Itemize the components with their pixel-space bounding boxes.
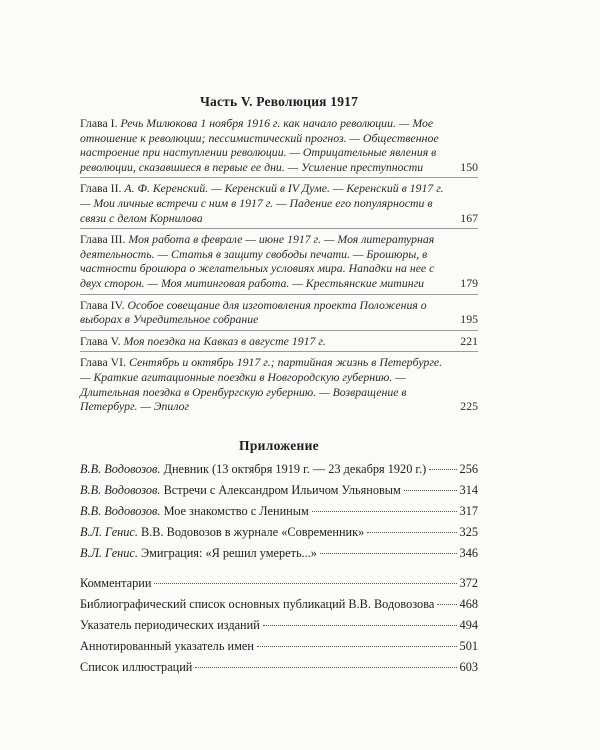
entry-title: Указатель периодических изданий <box>80 617 260 632</box>
backmatter-entry <box>80 618 478 639</box>
divider <box>80 177 478 178</box>
dot-leader <box>195 667 456 668</box>
page-number: 494 <box>459 617 478 632</box>
backmatter-list <box>80 576 478 681</box>
table-of-contents <box>80 94 478 681</box>
backmatter-entry <box>80 639 478 660</box>
appendix-entry <box>80 483 478 504</box>
appendix-title: Приложение <box>239 437 319 453</box>
appendix-entry <box>80 525 478 546</box>
page-number: 346 <box>459 545 478 560</box>
part-title: Часть V. Революция 1917 <box>199 94 359 109</box>
dot-leader <box>429 469 456 470</box>
dot-leader <box>154 583 456 584</box>
page-number: 150 <box>460 159 478 174</box>
page-number: 225 <box>460 399 478 414</box>
chapter-entry <box>80 334 478 349</box>
dot-leader <box>367 532 456 533</box>
divider <box>80 351 478 352</box>
entry-title: Аннотированный указатель имен <box>80 638 254 653</box>
chapter-entry <box>80 116 478 174</box>
entry-title: Библиографический список основных публикаций В.В. Водовозова <box>80 596 435 611</box>
entry-title: Эмиграция: «Я решил умереть...» <box>141 545 317 560</box>
page-number: 167 <box>460 210 478 225</box>
chapter-description: Речь Милюкова 1 ноября 1916 г. как начало революции. — Мое отношение к революции; пессимистический прогноз. — Общественное настроение при наступлении революции. — Отрицательные явления в революции, сказавшиеся в первые ее дни. — Усиление преступности <box>80 116 439 174</box>
entry-author: В.В. Водовозов. <box>80 503 161 518</box>
chapter-description: Моя поездка на Кавказ в августе 1917 г. <box>123 333 326 348</box>
dot-leader <box>320 553 457 554</box>
dot-leader <box>257 646 457 647</box>
chapter-description: Моя работа в феврале — июне 1917 г. — Моя литературная деятельность. — Статья в защиту свободы печати. — Брошюры, в частности брошюра о желательных условиях мира. Нападки на нее с двух сторон. — Моя митинговая работа. — Крестьянские митинги <box>80 232 435 290</box>
divider <box>80 294 478 295</box>
page-number: 317 <box>459 503 478 518</box>
entry-title: Дневник (13 октября 1919 г. — 23 декабря 1920 г.) <box>163 461 427 476</box>
chapter-list <box>80 116 478 414</box>
chapter-description: Особое совещание для изготовления проекта Положения о выборах в Учредительное собрание <box>80 297 427 327</box>
chapter-entry <box>80 355 478 413</box>
entry-author: В.В. Водовозов. <box>80 482 161 497</box>
page-number: 221 <box>460 333 478 348</box>
chapter-entry <box>80 232 478 290</box>
page-number: 468 <box>459 596 478 611</box>
dot-leader <box>263 625 457 626</box>
appendix-entry <box>80 462 478 483</box>
entry-title: Комментарии <box>80 575 152 590</box>
chapter-label: Глава IV. <box>80 297 125 312</box>
chapter-entry <box>80 298 478 327</box>
page-number: 325 <box>459 524 478 539</box>
appendix-list <box>80 462 478 567</box>
backmatter-entry <box>80 597 478 618</box>
backmatter-entry <box>80 660 478 681</box>
dot-leader <box>312 511 457 512</box>
page-number: 256 <box>459 461 478 476</box>
page-number: 314 <box>459 482 478 497</box>
chapter-label: Глава II. <box>80 181 122 196</box>
page-number: 372 <box>459 575 478 590</box>
dot-leader <box>437 604 456 605</box>
chapter-description: Сентябрь и октябрь 1917 г.; партийная жизнь в Петербурге. — Краткие агитационные поездки в Новгородскую губернию. — Длительная поездка в Оренбургскую губернию. — Возвращение в Петербург. — Эпилог <box>80 355 443 414</box>
chapter-label: Глава VI. <box>80 355 127 370</box>
dot-leader <box>404 490 457 491</box>
chapter-label: Глава III. <box>80 232 126 247</box>
entry-title: Мое знакомство с Лениным <box>163 503 309 518</box>
page-number: 603 <box>459 659 478 674</box>
page-number: 179 <box>460 275 478 290</box>
chapter-label: Глава V. <box>80 333 121 348</box>
chapter-entry <box>80 181 478 225</box>
appendix-entry <box>80 546 478 567</box>
entry-title: Встречи с Александром Ильичом Ульяновым <box>163 482 401 497</box>
chapter-description: А. Ф. Керенский. — Керенский в IV Думе. — Керенский в 1917 г. — Мои личные встречи с ним в 1917 г. — Падение его популярности в связи с делом Корнилова <box>80 181 444 225</box>
divider <box>80 228 478 229</box>
page-number: 195 <box>460 312 478 327</box>
entry-title: Список иллюстраций <box>80 659 193 674</box>
backmatter-entry <box>80 576 478 597</box>
entry-author: В.Л. Генис. <box>80 524 138 539</box>
page-number: 501 <box>459 638 478 653</box>
chapter-label: Глава I. <box>80 116 118 130</box>
divider <box>80 330 478 331</box>
appendix-entry <box>80 504 478 525</box>
entry-title: В.В. Водовозов в журнале «Современник» <box>141 524 365 539</box>
entry-author: В.В. Водовозов. <box>80 461 161 476</box>
entry-author: В.Л. Генис. <box>80 545 138 560</box>
